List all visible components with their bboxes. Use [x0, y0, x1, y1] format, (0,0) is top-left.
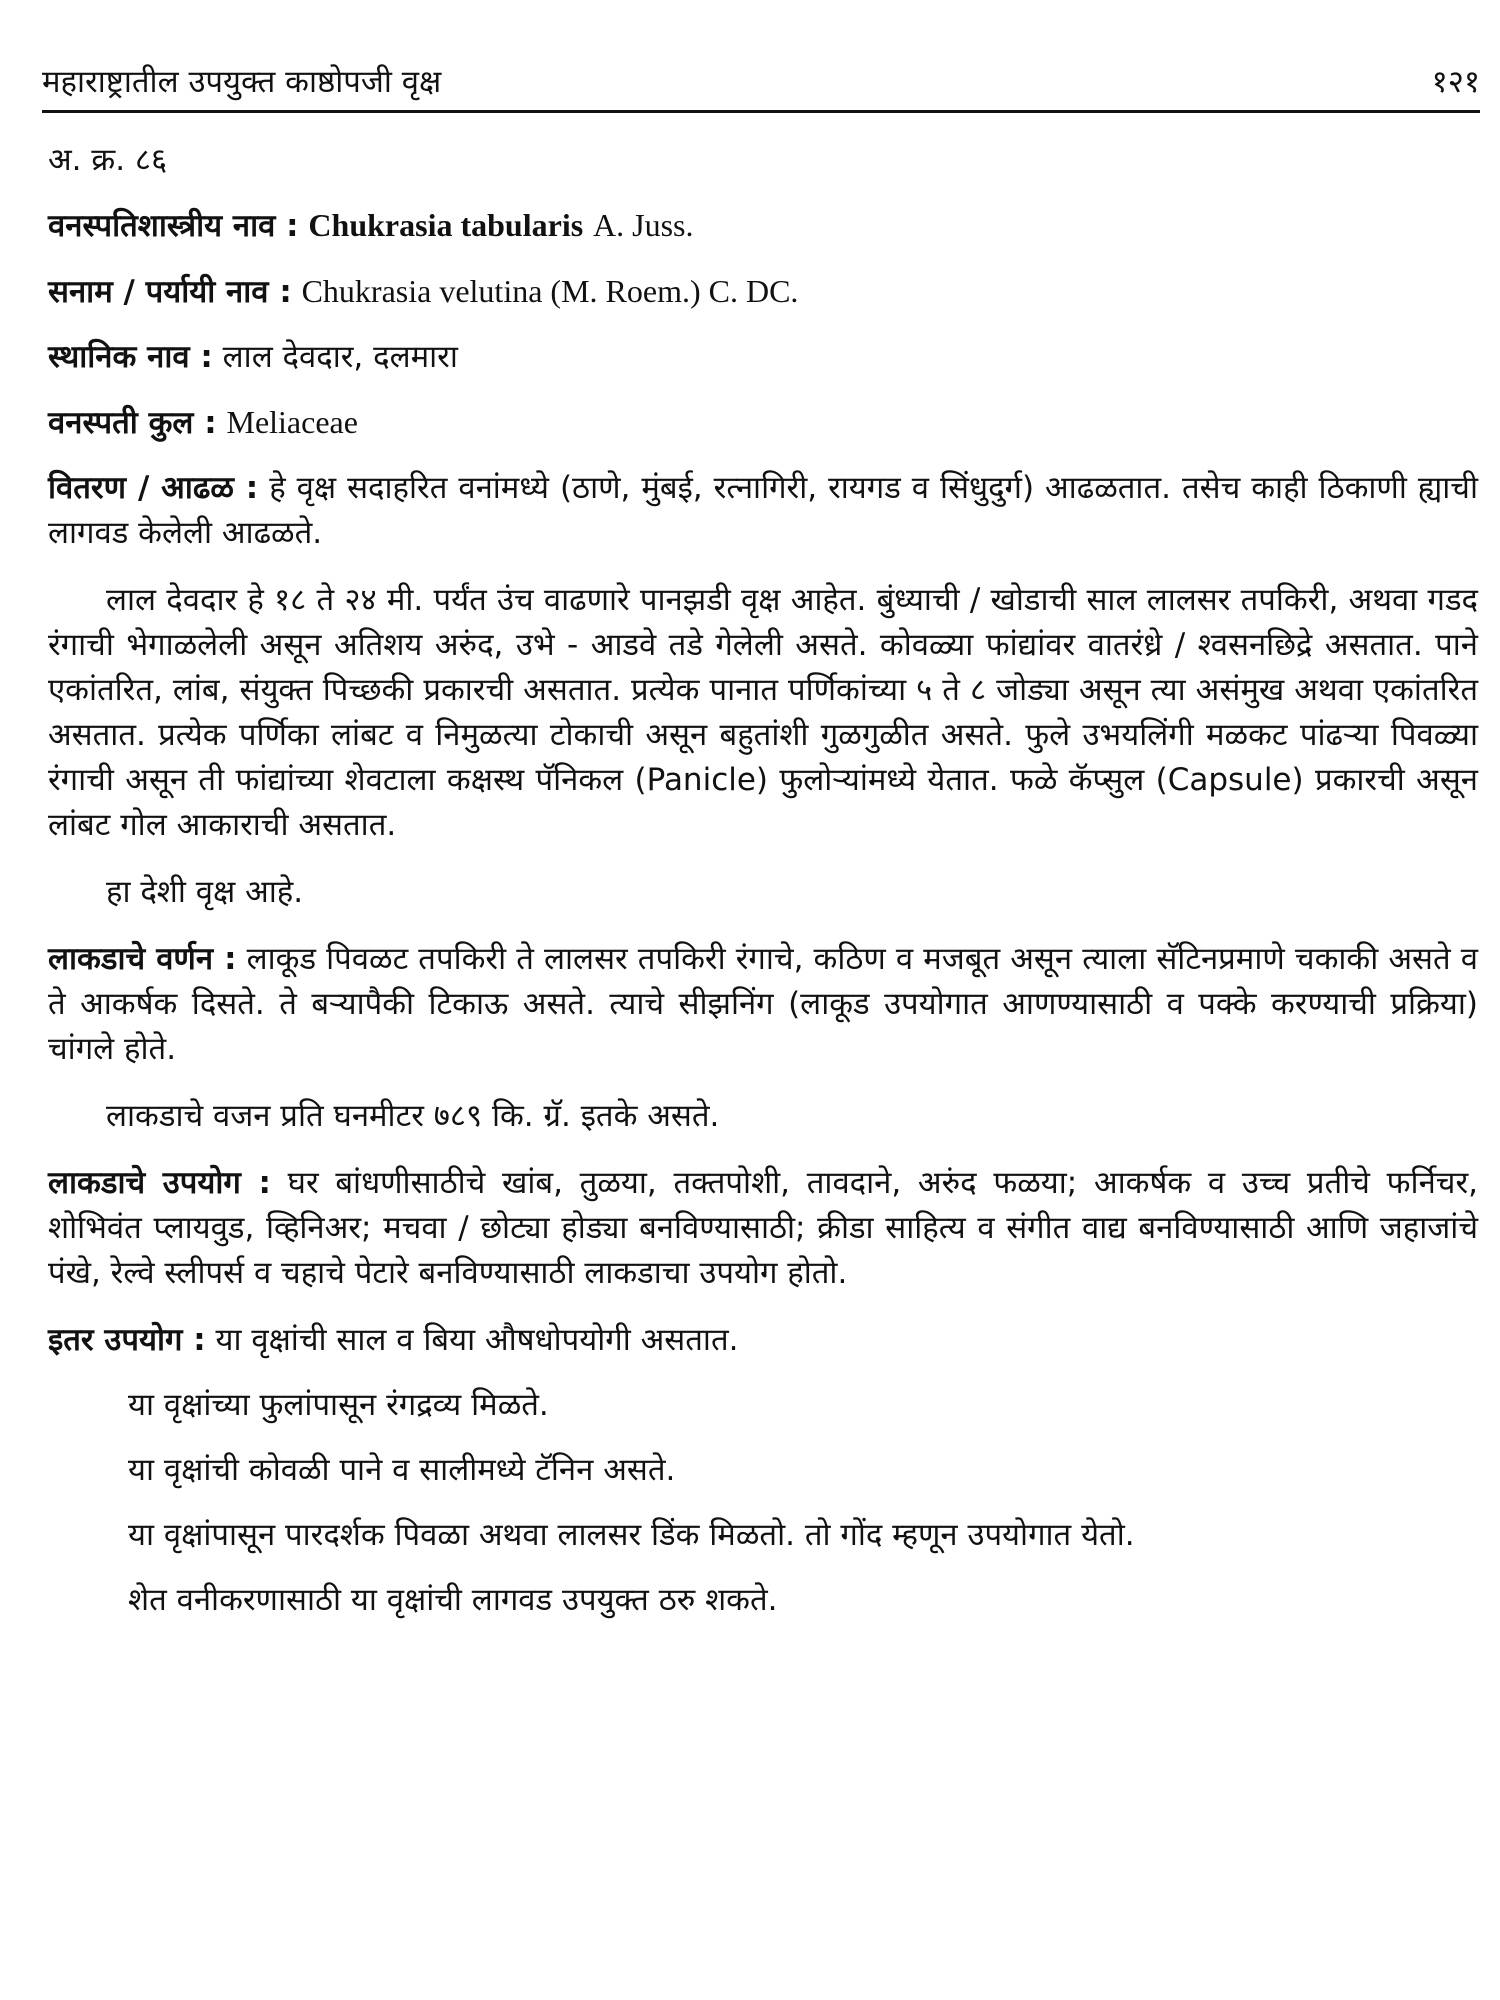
other-uses-first: या वृक्षांची साल व बिया औषधोपयोगी असतात.	[215, 1322, 739, 1358]
running-header	[42, 60, 1480, 113]
wood-description-value: लाकूड पिवळट तपकिरी ते लालसर तपकिरी रंगाचे, कठिण व मजबूत असून त्याला सॅटिनप्रमाणे चकाकी असते व ते आकर्षक दिसते. ते बऱ्यापैकी टिकाऊ असते. त्याचे सीझनिंग (लाकूड उपयोगात आणण्यासाठी व पक्के करण्याची प्रक्रिया) चांगले होते.	[48, 941, 1478, 1067]
page-number: १२१	[1431, 64, 1480, 100]
other-use-item: या वृक्षांच्या फुलांपासून रंगद्रव्य मिळते.	[128, 1387, 549, 1423]
native-note: हा देशी वृक्ष आहे.	[106, 874, 304, 910]
botanical-name: Chukrasia tabularis	[308, 207, 584, 243]
botanical-name-line	[48, 203, 1478, 249]
other-use-item: या वृक्षांपासून पारदर्शक पिवळा अथवा लालसर डिंक मिळतो. तो गोंद म्हणून उपयोगात येतो.	[128, 1517, 1135, 1553]
wood-uses-label: लाकडाचे उपयोग :	[48, 1165, 271, 1201]
wood-weight: लाकडाचे वजन प्रति घनमीटर ७८९ कि. ग्रॅ. इतके असते.	[106, 1098, 720, 1134]
family-line	[48, 400, 1478, 446]
distribution-label: वितरण / आढळ :	[48, 470, 259, 506]
wood-uses-value: घर बांधणीसाठीचे खांब, तुळया, तक्तपोशी, तावदाने, अरुंद फळया; आकर्षक व उच्च प्रतीचे फर्निचर, शोभिवंत प्लायवुड, व्हिनिअर; मचवा / छोट्या होड्या बनविण्यासाठी; क्रीडा साहित्य व संगीत वाद्य बनविण्यासाठी आणि जहाजांचे पंखे, रेल्वे स्लीपर्स व चहाचे पेटारे बनविण्यासाठी लाकडाचा उपयोग होतो.	[48, 1165, 1478, 1291]
local-name-value: लाल देवदार, दलमारा	[222, 339, 458, 375]
header-title: महाराष्ट्रातील उपयुक्त काष्ठोपजी वृक्ष	[42, 64, 442, 100]
other-use-item: या वृक्षांची कोवळी पाने व सालीमध्ये टॅनिन असते.	[128, 1452, 676, 1488]
botanical-name-label: वनस्पतिशास्त्रीय नाव :	[48, 208, 299, 244]
other-uses-label: इतर उपयोग :	[48, 1322, 206, 1358]
wood-description-label: लाकडाचे वर्णन :	[48, 941, 237, 977]
botanical-author: A. Juss.	[593, 207, 694, 243]
wood-uses-paragraph	[48, 1161, 1478, 1296]
wood-description-paragraph	[48, 937, 1478, 1072]
description-paragraph: लाल देवदार हे १८ ते २४ मी. पर्यंत उंच वाढणारे पानझडी वृक्ष आहेत. बुंध्याची / खोडाची साल लालसर तपकिरी, अथवा गडद रंगाची भेगाळलेली असून अतिशय अरुंद, उभे - आडवे तडे गेलेली असते. कोवळ्या फांद्यांवर वातरंध्रे / श्वसनछिद्रे असतात. पाने एकांतरित, लांब, संयुक्त पिच्छकी प्रकारची असतात. प्रत्येक पानात पर्णिकांच्या ५ ते ८ जोड्या असून त्या असंमुख अथवा एकांतरित असतात. प्रत्येक पर्णिका लांबट व निमुळत्या टोकाची असून बहुतांशी गुळगुळीत असते. फुले उभयलिंगी मळकट पांढऱ्या पिवळ्या रंगाची असून ती फांद्यांच्या शेवटाला कक्षस्थ पॅनिकल (Panicle) फुलोऱ्यांमध्ये येतात. फळे कॅप्सुल (Capsule) प्रकारची असून लांबट गोल आकाराची असतात.	[48, 582, 1478, 843]
entry-number: अ. क्र. ८६	[48, 142, 168, 178]
entry-body	[48, 138, 1478, 1643]
family-value: Meliaceae	[226, 404, 358, 440]
other-uses-line	[48, 1318, 1478, 1363]
local-name-line	[48, 335, 1478, 380]
distribution-value: हे वृक्ष सदाहरित वनांमध्ये (ठाणे, मुंबई, रत्नागिरी, रायगड व सिंधुदुर्ग) आढळतात. तसेच काही ठिकाणी ह्याची लागवड केलेली आढळते.	[48, 470, 1478, 551]
synonym-label: सनाम / पर्यायी नाव :	[48, 274, 292, 310]
other-use-item: शेत वनीकरणासाठी या वृक्षांची लागवड उपयुक्त ठरु शकते.	[128, 1582, 778, 1618]
synonym-line	[48, 269, 1478, 315]
local-name-label: स्थानिक नाव :	[48, 339, 213, 375]
family-label: वनस्पती कुल :	[48, 405, 217, 441]
synonym-value: Chukrasia velutina (M. Roem.) C. DC.	[301, 273, 799, 309]
distribution-paragraph	[48, 466, 1478, 556]
